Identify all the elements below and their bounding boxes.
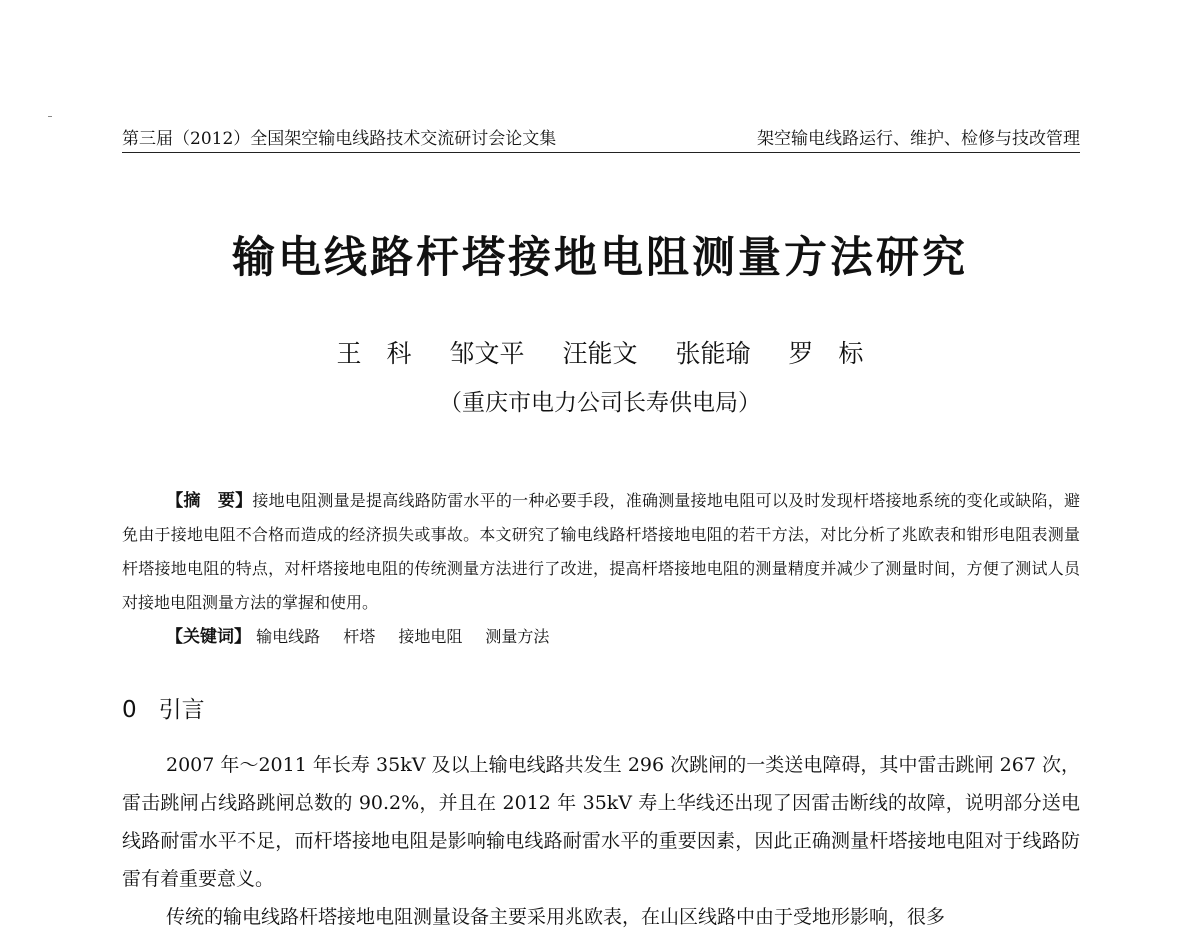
keyword: 输电线路: [256, 627, 321, 646]
section-heading: [122, 690, 722, 730]
body-text: [122, 746, 1080, 936]
author-name: 邹文平: [449, 339, 525, 368]
paper-title: 输电线路杆塔接地电阻测量方法研究: [232, 233, 968, 283]
section-title: 引言: [158, 697, 205, 723]
abstract-text: 接地电阻测量是提高线路防雷水平的一种必要手段，准确测量接地电阻可以及时发现杆塔接地系统的变化或缺陷，避免由于接地电阻不合格而造成的经济损失或事故。本文研究了输电线路杆塔接地电阻的若干方法，对比分析了兆欧表和钳形电阻表测量杆塔接地电阻的特点，对杆塔接地电阻的传统测量方法进行了改进，提高杆塔接地电阻的测量精度并减少了测量时间，方便了测试人员对接地电阻测量方法的掌握和使用。: [122, 491, 1081, 612]
keyword: 杆塔: [343, 627, 376, 646]
running-header: [122, 126, 1080, 153]
keyword: 测量方法: [485, 627, 550, 646]
section-number: 0: [122, 697, 137, 723]
paragraph: 传统的输电线路杆塔接地电阻测量设备主要采用兆欧表，在山区线路中由于受地形影响，很多: [166, 906, 946, 928]
author-name: 罗 标: [788, 339, 864, 368]
abstract: [122, 484, 1080, 620]
scan-speck: [48, 116, 52, 117]
header-proceedings-title: 第三届（2012）全国架空输电线路技术交流研讨会论文集: [122, 129, 557, 149]
keywords-label: 【关键词】: [166, 627, 251, 647]
paragraph: 2007 年～2011 年长寿 35kV 及以上输电线路共发生 296 次跳闸的一类送电障碍，其中雷击跳闸 267 次，雷击跳闸占线路跳闸总数的 90.2%，并且在 2012 年 35kV 寿上华线还出现了因雷击断线的故障，说明部分送电线路耐雷水平不足，而杆塔接地电阻是影响输电线路耐雷水平的重要因素，因此正确测量杆塔接地电阻对于线路防雷有着重要意义。: [122, 754, 1080, 890]
author-name: 汪能文: [562, 339, 638, 368]
abstract-label: 【摘 要】: [166, 491, 253, 511]
author-name: 王 科: [336, 339, 412, 368]
header-section-title: 架空输电线路运行、维护、检修与技改管理: [757, 129, 1080, 149]
author-list: [0, 336, 1200, 372]
keywords: [166, 620, 1080, 654]
author-affiliation: （重庆市电力公司长寿供电局）: [439, 390, 761, 416]
author-name: 张能瑜: [675, 339, 751, 368]
keyword: 接地电阻: [398, 627, 463, 646]
